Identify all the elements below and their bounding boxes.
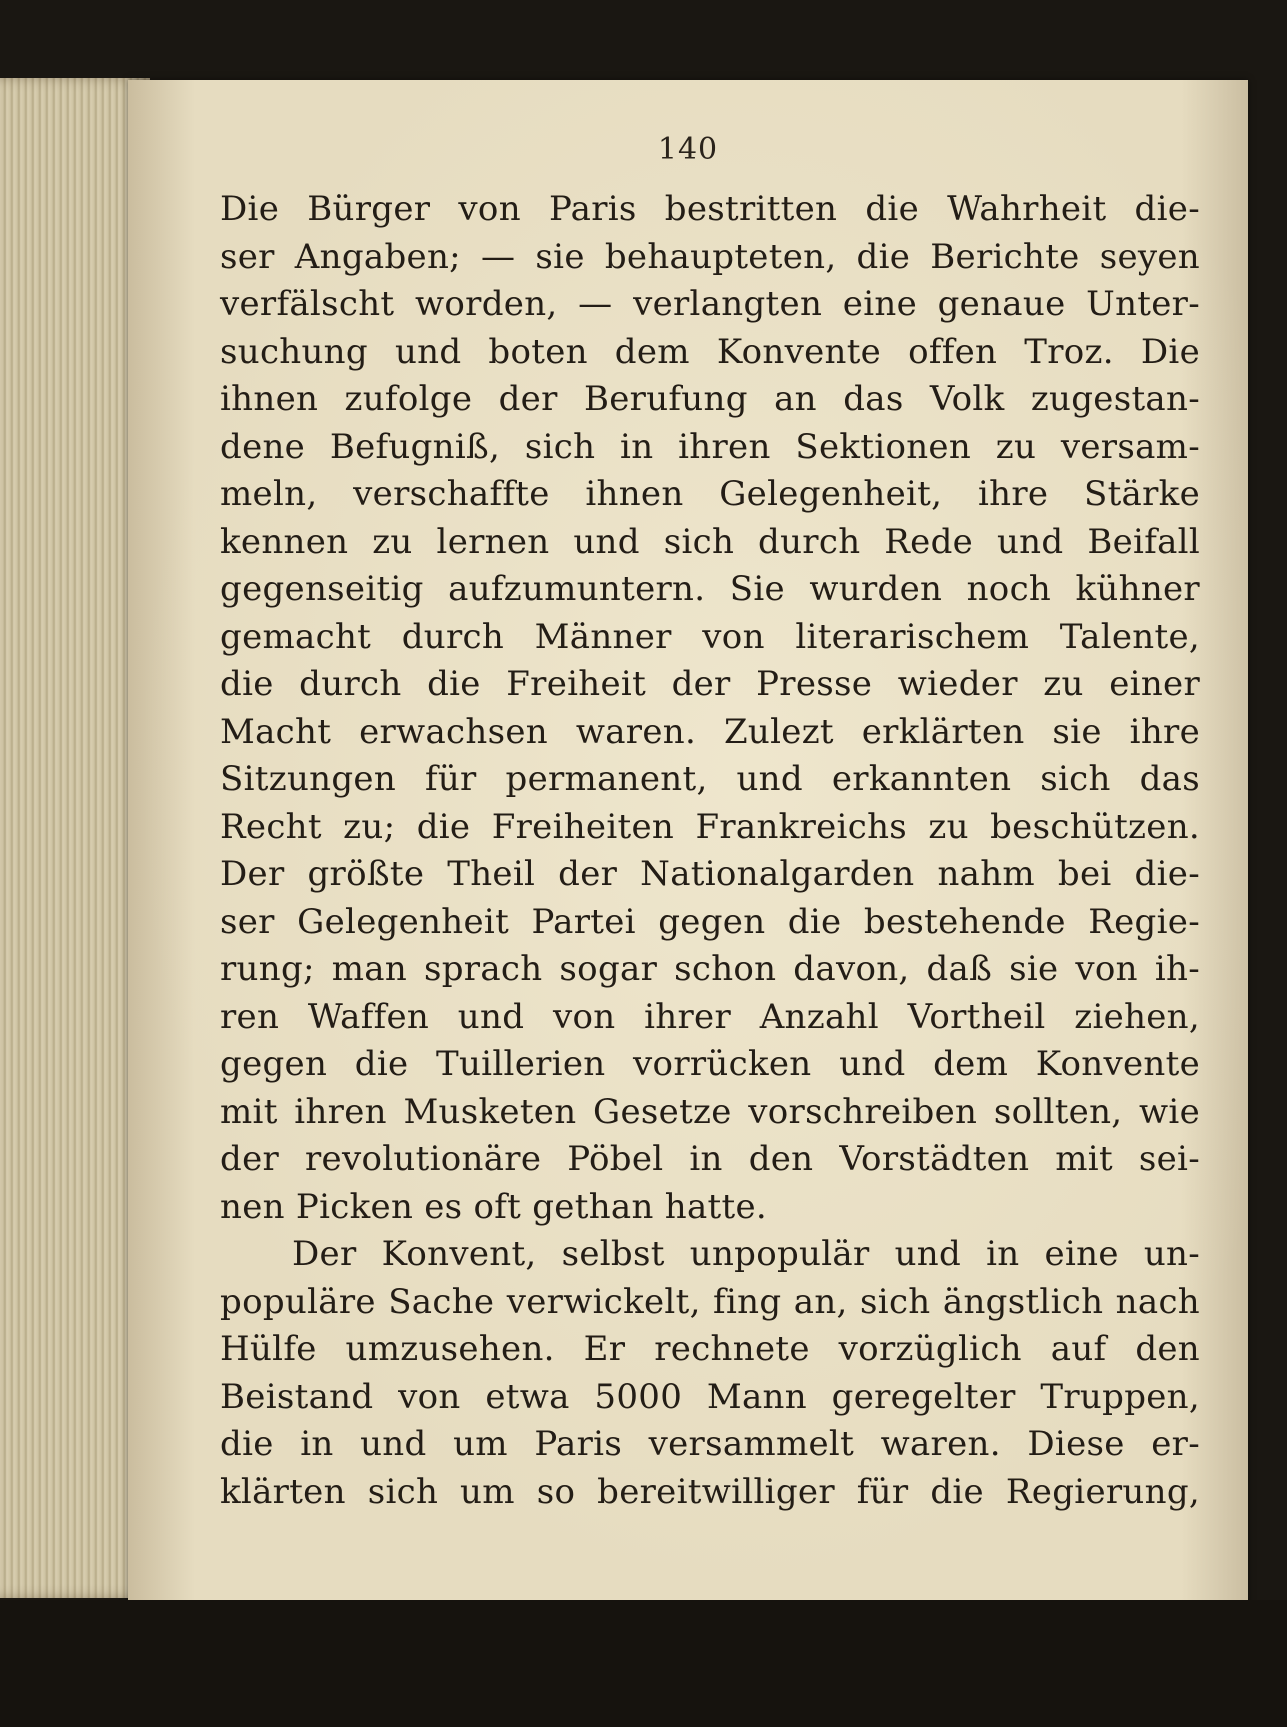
- text-line: nen Picken es oft gethan hatte.: [220, 1186, 767, 1227]
- text-line: Die Bürger von Paris bestritten die Wahrheit die-: [220, 189, 1200, 229]
- text-line: dene Befugniß, sich in ihren Sektionen zu versam-: [220, 426, 1200, 467]
- text-line: die in und um Paris versammelt waren. Diese er-: [220, 1424, 1200, 1464]
- text-line: der revolutionäre Pöbel in den Vorstädten mit sei-: [220, 1139, 1200, 1179]
- text-line: gegen die Tuillerien vorrücken und dem Konvente: [220, 1044, 1200, 1084]
- text-line: kennen zu lernen und sich durch Rede und Beifall: [220, 521, 1200, 562]
- paragraph-1: [220, 186, 1200, 1231]
- text-line: ren Waffen und von ihrer Anzahl Vortheil ziehen,: [220, 996, 1200, 1037]
- text-line: ihnen zufolge der Berufung an das Volk zugestan-: [220, 379, 1200, 419]
- text-line: klärten sich um so bereitwilliger für die Regierung,: [220, 1471, 1200, 1512]
- text-line: populäre Sache verwickelt, fing an, sich ängstlich nach: [220, 1281, 1200, 1322]
- text-line: Macht erwachsen waren. Zulezt erklärten sie ihre: [220, 711, 1200, 752]
- text-line: Der Konvent, selbst unpopulär und in eine un-: [292, 1234, 1200, 1274]
- text-line: ser Gelegenheit Partei gegen die bestehende Regie-: [220, 901, 1200, 942]
- text-line: Beistand von etwa 5000 Mann geregelter Truppen,: [220, 1376, 1200, 1417]
- body-text: [220, 186, 1200, 1516]
- paragraph-2: [220, 1231, 1200, 1516]
- text-line: Sitzungen für permanent, und erkannten sich das: [220, 759, 1200, 799]
- text-line: gegenseitig aufzumuntern. Sie wurden noch kühner: [220, 569, 1200, 609]
- text-line: suchung und boten dem Konvente offen Troz. Die: [220, 331, 1200, 372]
- text-line: Recht zu; die Freiheiten Frankreichs zu beschützen.: [220, 806, 1200, 847]
- page-number: 140: [657, 132, 719, 167]
- text-line: ser Angaben; — sie behaupteten, die Berichte seyen: [220, 236, 1200, 277]
- scan-background: [0, 1600, 1287, 1727]
- text-line: Der größte Theil der Nationalgarden nahm bei die-: [220, 854, 1200, 894]
- text-line: Hülfe umzusehen. Er rechnete vorzüglich auf den: [220, 1329, 1200, 1369]
- text-line: die durch die Freiheit der Presse wieder zu einer: [220, 664, 1200, 704]
- text-line: meln, verschaffte ihnen Gelegenheit, ihre Stärke: [220, 474, 1200, 514]
- text-line: gemacht durch Männer von literarischem Talente,: [220, 616, 1200, 657]
- text-line: rung; man sprach sogar schon davon, daß sie von ih-: [220, 949, 1200, 989]
- text-line: verfälscht worden, — verlangten eine genaue Unter-: [220, 284, 1200, 324]
- text-line: mit ihren Musketen Gesetze vorschreiben sollten, wie: [220, 1091, 1200, 1132]
